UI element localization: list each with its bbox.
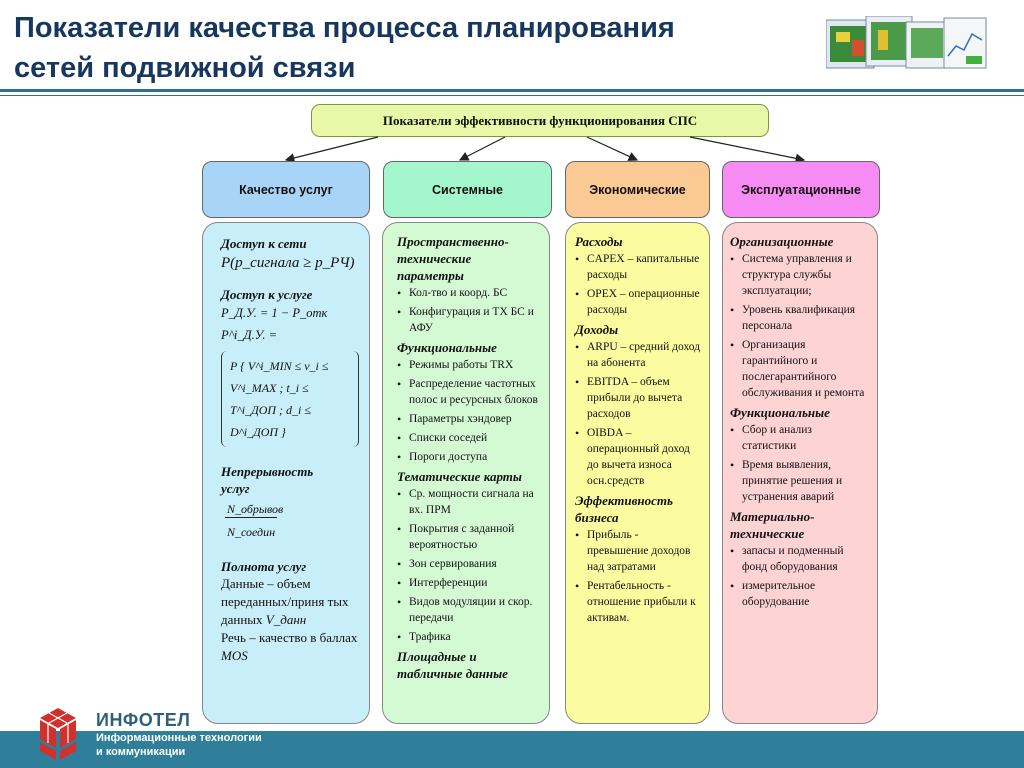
section-title: Непрерывность услуг bbox=[221, 464, 314, 496]
list-item: • Прибыль - превышение доходов над затратами bbox=[575, 527, 701, 575]
list-item: • измерительное оборудование bbox=[730, 578, 869, 610]
header-system: Системные bbox=[383, 161, 552, 218]
list-item: • Пороги доступа bbox=[397, 449, 541, 465]
column-quality bbox=[202, 222, 370, 724]
completeness-data-text: Данные – объем переданных/приня тых данных V_данн bbox=[221, 576, 349, 627]
list-item: • Трафика bbox=[397, 629, 541, 645]
section-title: Доступ к сети bbox=[221, 236, 307, 251]
list-item: • Режимы работы TRX bbox=[397, 357, 541, 373]
list-item: • EBITDA – объем прибыли до вычета расходов bbox=[575, 374, 701, 422]
list-item: • Распределение частотных полос и ресурсных блоков bbox=[397, 376, 541, 408]
group-items bbox=[575, 251, 701, 318]
group-title: Тематические карты bbox=[397, 469, 522, 484]
arrow-to-operational bbox=[690, 137, 804, 160]
formula-continuity-den: N_соедин bbox=[227, 525, 276, 539]
list-item: • Параметры хэндовер bbox=[397, 411, 541, 427]
group-title: Расходы bbox=[575, 234, 623, 249]
brand-tagline-1: Информационные технологии bbox=[96, 732, 262, 744]
list-item: • Зон сервирования bbox=[397, 556, 541, 572]
formula-service-access-i: P^i_Д.У. = bbox=[221, 328, 278, 342]
list-item: • Уровень квалификация персонала bbox=[730, 302, 869, 334]
group-items bbox=[575, 339, 701, 489]
brand-name: ИНФОТЕЛ bbox=[96, 710, 191, 730]
list-item: • CAPEX – капитальные расходы bbox=[575, 251, 701, 283]
group-title: Эффективность бизнеса bbox=[575, 493, 673, 525]
list-item: • Видов модуляции и скор. передачи bbox=[397, 594, 541, 626]
list-item: • Ср. мощности сигнала на вх. ПРМ bbox=[397, 486, 541, 518]
group-items bbox=[575, 527, 701, 626]
group-title: Площадные и табличные данные bbox=[397, 649, 508, 681]
section-title: Доступ к услуге bbox=[221, 287, 313, 302]
list-item: • Интерференции bbox=[397, 575, 541, 591]
formula-service-conditions: P { V^i_MIN ≤ v_i ≤ V^i_MAX ; t_i ≤ T^i_ДОП ; d_i ≤ D^i_ДОП } bbox=[221, 351, 359, 447]
arrow-to-economic bbox=[587, 137, 637, 160]
arrow-to-system bbox=[460, 137, 505, 160]
arrow-to-quality bbox=[286, 137, 378, 160]
list-item: • Списки соседей bbox=[397, 430, 541, 446]
group-items bbox=[730, 422, 869, 505]
slide-title-line1: Показатели качества процесса планирования bbox=[14, 12, 675, 44]
list-item: • OIBDA – операционный доход до вычета износа осн.средств bbox=[575, 425, 701, 489]
list-item: • Время выявления, принятие решения и устранения аварий bbox=[730, 457, 869, 505]
group-items bbox=[397, 285, 541, 336]
header-quality: Качество услуг bbox=[202, 161, 370, 218]
header-economic: Экономические bbox=[565, 161, 710, 218]
column-economic bbox=[565, 222, 710, 724]
formula-service-access: P_Д.У. = 1 − P_отк bbox=[221, 306, 328, 320]
formula-network-access: P(p_сигнала ≥ p_РЧ) bbox=[221, 255, 355, 271]
completeness-voice-text: Речь – качество в баллах MOS bbox=[221, 630, 358, 663]
group-title: Пространственно-технические параметры bbox=[397, 234, 509, 283]
header-operational: Эксплуатационные bbox=[722, 161, 880, 218]
list-item: • Конфигурация и ТХ БС и АФУ bbox=[397, 304, 541, 336]
list-item: • Кол-тво и коорд. БС bbox=[397, 285, 541, 301]
column-operational bbox=[722, 222, 878, 724]
list-item: • Покрытия с заданной вероятностью bbox=[397, 521, 541, 553]
list-item: • Рентабельность - отношение прибыли к активам. bbox=[575, 578, 701, 626]
list-item: • запасы и подменный фонд оборудования bbox=[730, 543, 869, 575]
group-items bbox=[730, 251, 869, 401]
list-item: • Организация гарантийного и послегарантийного обслуживания и ремонта bbox=[730, 337, 869, 401]
group-title: Материально-технические bbox=[730, 509, 815, 541]
list-item: • OPEX – операционные расходы bbox=[575, 286, 701, 318]
infotel-logo-icon bbox=[36, 706, 80, 762]
slide-title-line2: сетей подвижной связи bbox=[14, 52, 356, 84]
formula-continuity-num: N_обрывов bbox=[227, 502, 284, 516]
list-item: • Сбор и анализ статистики bbox=[730, 422, 869, 454]
brand-tagline-2: и коммуникации bbox=[96, 746, 186, 758]
list-item: • Система управления и структура службы эксплуатации; bbox=[730, 251, 869, 299]
group-title: Доходы bbox=[575, 322, 619, 337]
group-title: Организационные bbox=[730, 234, 834, 249]
root-node: Показатели эффективности функционирования СПС bbox=[311, 104, 769, 137]
section-title: Полнота услуг bbox=[221, 559, 307, 574]
column-system bbox=[382, 222, 550, 724]
group-title: Функциональные bbox=[730, 405, 830, 420]
group-title: Функциональные bbox=[397, 340, 497, 355]
list-item: • ARPU – средний доход на абонента bbox=[575, 339, 701, 371]
group-items bbox=[397, 486, 541, 645]
group-items bbox=[730, 543, 869, 610]
group-items bbox=[397, 357, 541, 465]
